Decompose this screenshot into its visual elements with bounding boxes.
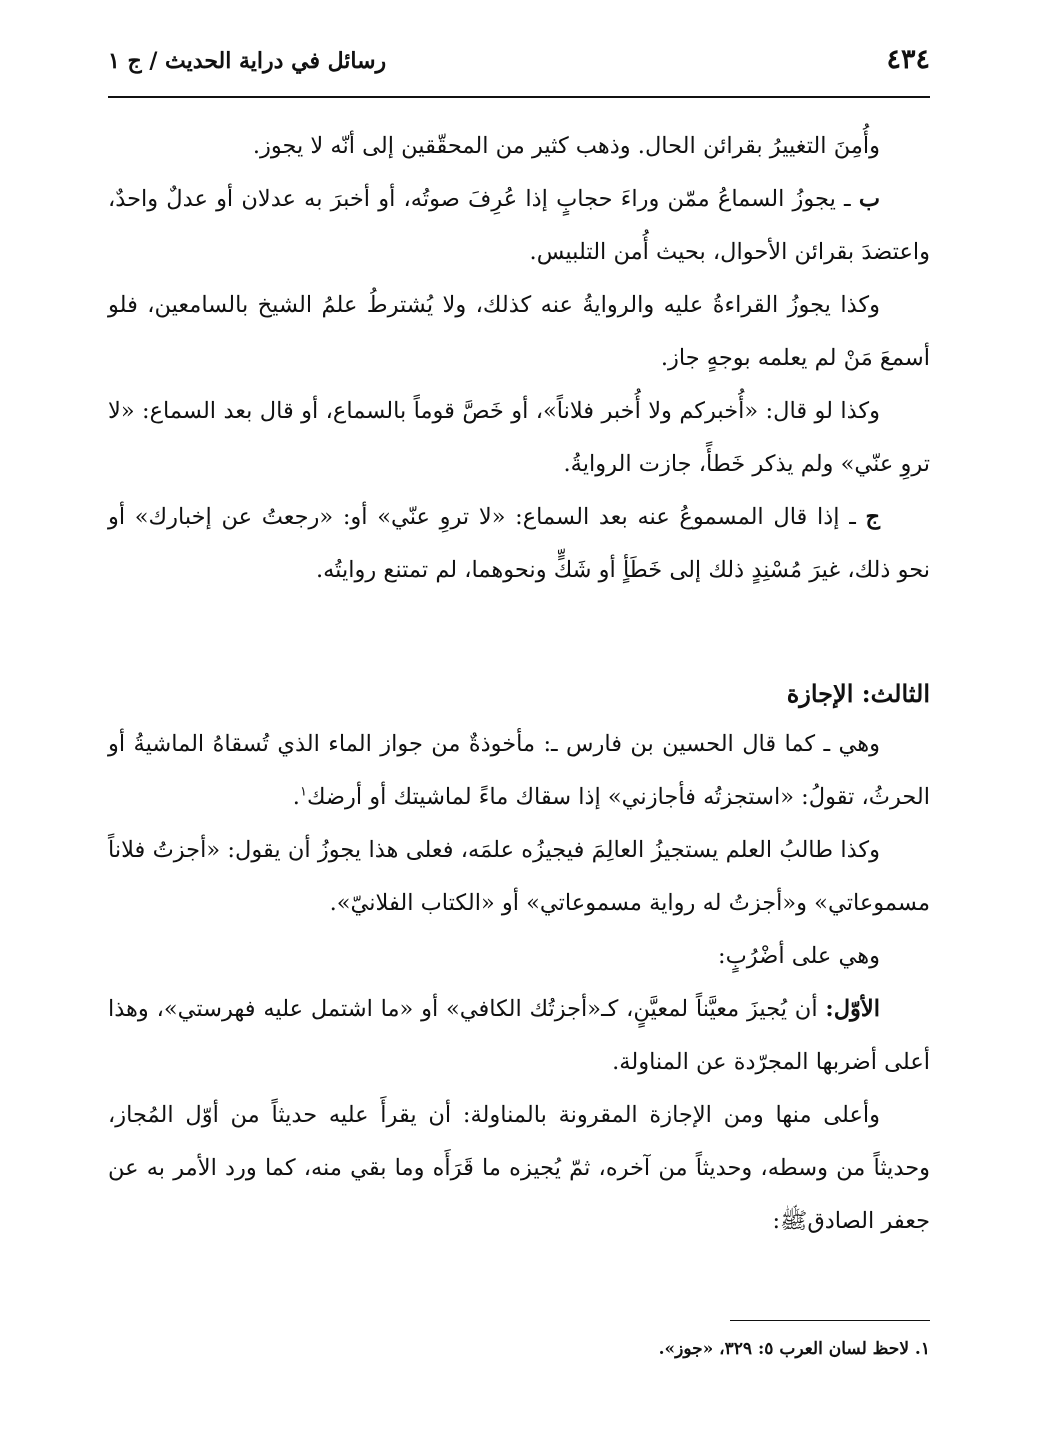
paragraph-6-text: وهي ـ كما قال الحسين بن فارس ـ: مأخوذةٌ من جواز الماء الذي تُسقاهُ الماشيةُ أو الحرثُ، تقولُ: «استجزتُه فأجازني» إذا سقاك ماءً لماشيتك أو أرضك bbox=[108, 731, 930, 810]
paragraph-4: وكذا لو قال: «أُخبركم ولا أُخبر فلاناً»، أو خَصَّ قوماً بالسماع، أو قال بعد السماع: «لا تروِ عنّي» ولم يذكر خَطأً، جازت الروايةُ. bbox=[108, 398, 930, 477]
text-block-2 bbox=[108, 718, 930, 1248]
paragraph-2 bbox=[108, 173, 930, 279]
section-heading: الثالث: الإجازة bbox=[786, 679, 930, 708]
paragraph-9 bbox=[108, 983, 930, 1089]
paragraph-7: وكذا طالبُ العلم يستجيزُ العالِمَ فيجيزُه علمَه، فعلى هذا يجوزُ أن يقول: «أجزتُ فلاناً مسموعاتي» و«أجزتُ له رواية مسموعاتي» أو «الكتاب الفلانيّ». bbox=[108, 837, 930, 916]
honorific-glyph: ﷺ bbox=[780, 1208, 808, 1234]
paragraph-2-text: ـ يجوزُ السماعُ ممّن وراءَ حجابٍ إذا عُرِفَ صوتُه، أو أخبرَ به عدلان أو عدلٌ واحدٌ، واعتضدَ بقرائن الأحوال، بحيث أُمن التلبيس. bbox=[108, 186, 930, 265]
paragraph-9-text: أن يُجيزَ معيَّناً لمعيَّنٍ، كـ«أجزتُك الكافي» أو «ما اشتمل عليه فهرستي»، وهذا أعلى أضربها المجرّدة عن المناولة. bbox=[108, 996, 930, 1075]
text-block-1 bbox=[108, 120, 930, 597]
paragraph-3: وكذا يجوزُ القراءةُ عليه والروايةُ عنه كذلك، ولا يُشترطُ علمُ الشيخ بالسامعين، فلو أسمعَ مَنْ لم يعلمه بوجهٍ جاز. bbox=[108, 292, 930, 371]
footnote-divider bbox=[730, 1320, 930, 1321]
footnote: ١. لاحظ لسان العرب ٥: ٣٢٩، «جوز». bbox=[658, 1339, 930, 1359]
page-number: ٤٣٤ bbox=[886, 44, 930, 75]
paragraph-10-text: وأعلى منها ومن الإجازة المقرونة بالمناولة: أن يقرأَ عليه حديثاً من أوّل المُجاز، وحديثاً من وسطه، وحديثاً من آخره، ثمّ يُجيزه ما قَرَأَه وما بقي منه، كما ورد الأمر به عن جعفر الصادق bbox=[108, 1102, 930, 1234]
header-divider bbox=[108, 96, 930, 98]
running-title: رسائل في دراية الحديث / ج ١ bbox=[108, 48, 387, 74]
paragraph-5 bbox=[108, 491, 930, 597]
item-letter-j: ج bbox=[865, 504, 880, 530]
paragraph-10-end: : bbox=[772, 1208, 781, 1234]
item-first-label: الأوّل: bbox=[825, 996, 880, 1022]
item-letter-b: ب bbox=[858, 186, 880, 212]
paragraph-5-text: ـ إذا قال المسموعُ عنه بعد السماع: «لا تروِ عنّي» أو: «رجعتُ عن إخبارك» أو نحو ذلك، غيرَ مُسْنِدٍ ذلك إلى خَطَأٍ أو شَكٍّ ونحوهما، لم تمتنع روايتُه. bbox=[108, 504, 930, 583]
paragraph-10 bbox=[108, 1089, 930, 1248]
page-header bbox=[108, 40, 930, 84]
paragraph-6-end: . bbox=[292, 784, 300, 810]
paragraph-1: وأُمِنَ التغييرُ بقرائن الحال. وذهب كثير من المحقّقين إلى أنّه لا يجوز. bbox=[252, 133, 880, 159]
paragraph-6 bbox=[108, 718, 930, 824]
footnote-ref: ١ bbox=[299, 784, 307, 800]
paragraph-8: وهي على أضْرُبٍ: bbox=[718, 943, 880, 969]
